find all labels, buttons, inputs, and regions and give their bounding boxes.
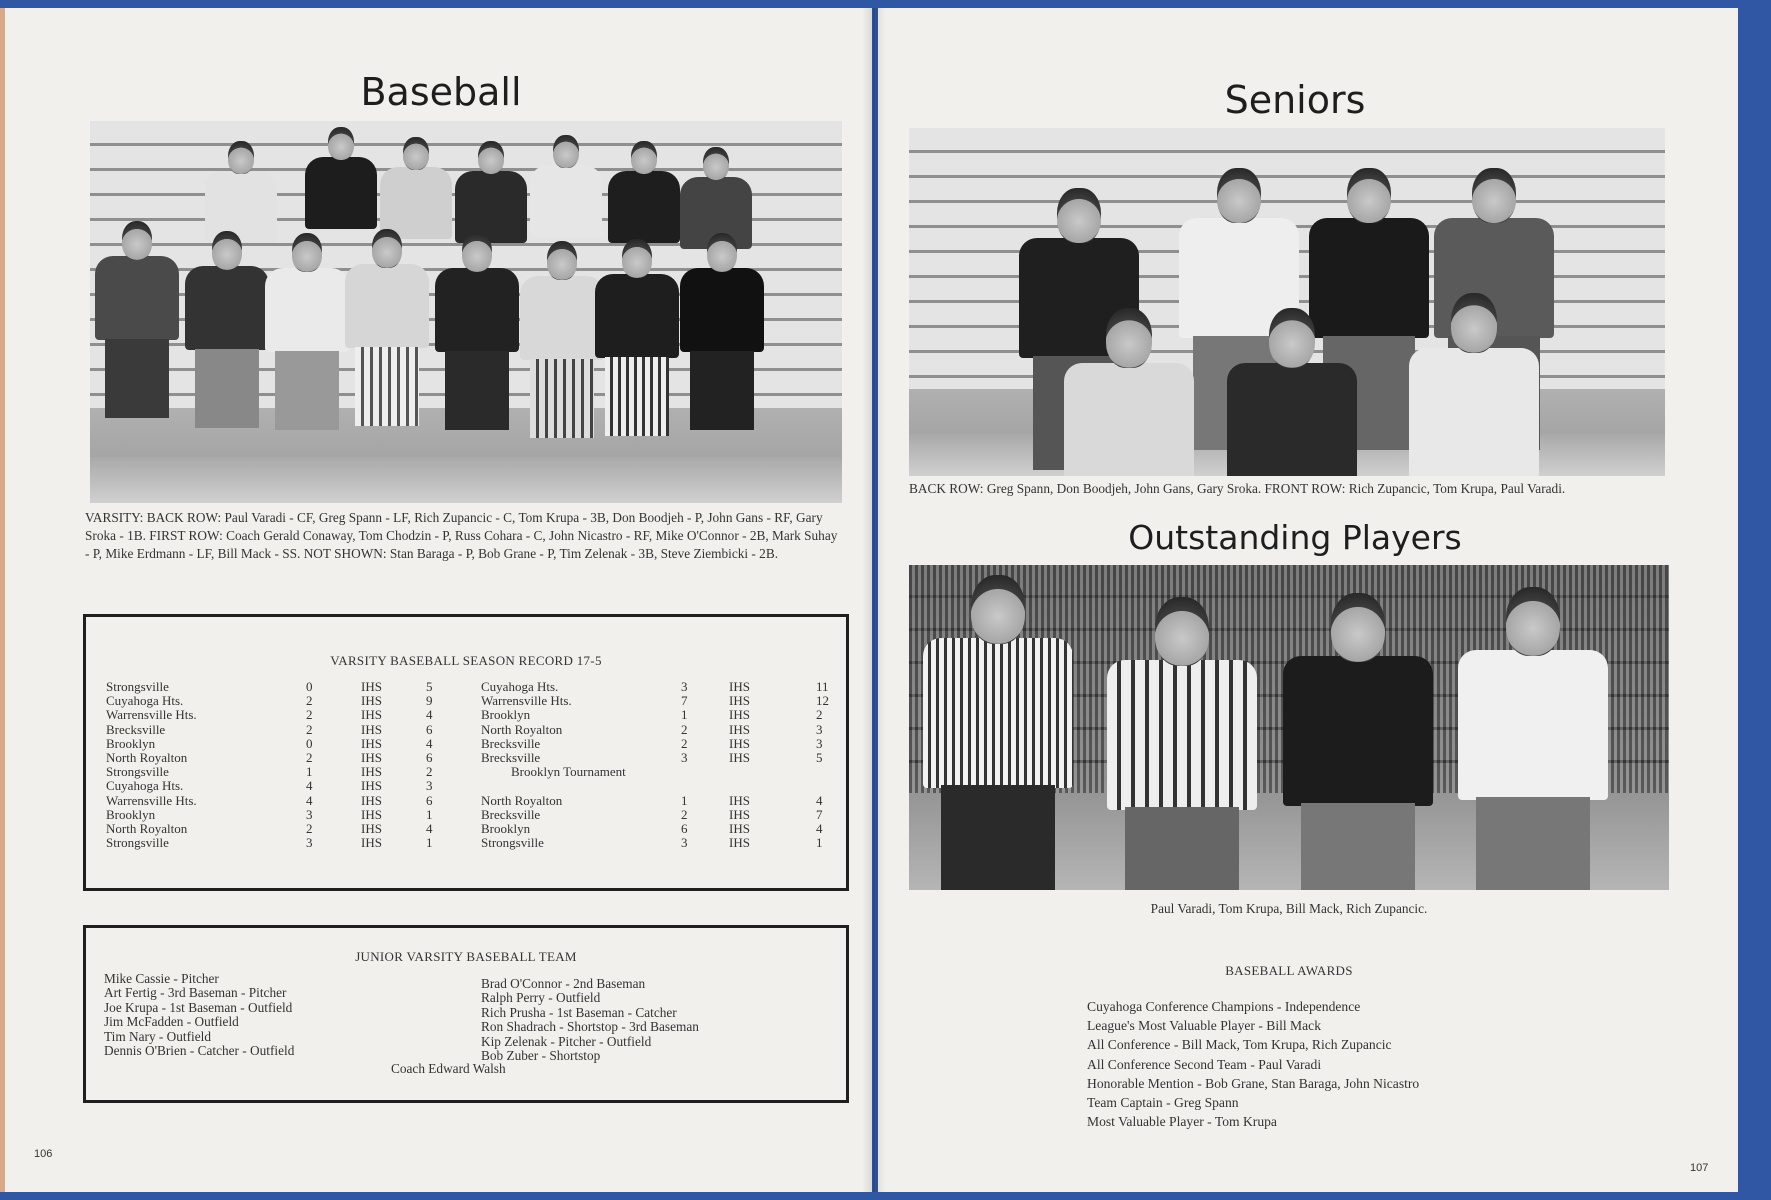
record-opp: 2 [681,735,688,751]
record-opponent: Strongsville [481,835,544,851]
record-opponent: Cuyahoga Hts. [106,693,184,709]
record-opponent: Brecksville [481,735,541,751]
record-team: IHS [729,820,750,836]
award-line: Cuyahoga Conference Champions - Independence [1087,999,1361,1014]
record-opp: 3 [306,806,313,822]
page-number-left: 106 [34,1148,53,1160]
record-opponent: North Royalton [481,721,563,737]
record-opp: 1 [681,707,688,723]
record-left-column [106,680,446,850]
record-opp: 7 [681,693,688,709]
seniors-caption: BACK ROW: Greg Spann, Don Boodjeh, John Gans, Gary Sroka. FRONT ROW: Rich Zupancic, Tom Krupa, Paul Varadi. [909,481,1566,496]
roster-line: Mike Cassie - Pitcher [104,971,219,986]
record-opp: 2 [306,693,313,709]
record-team: IHS [729,749,750,765]
record-team: IHS [361,764,382,780]
record-opponent: Brecksville [481,806,541,822]
roster-line: Jim McFadden - Outfield [104,1014,239,1030]
jv-team-box [83,925,849,1103]
record-ihs: 5 [816,749,823,765]
record-opponent: Brooklyn [106,806,156,822]
record-ihs: 1 [426,806,433,822]
record-opp: 2 [306,820,313,836]
record-opponent: Warrensville Hts. [106,707,197,723]
award-line: All Conference Second Team - Paul Varadi [1087,1056,1322,1072]
roster-line: Joe Krupa - 1st Baseman - Outfield [104,999,293,1015]
record-ihs: 6 [426,749,433,765]
record-opponent: North Royalton [106,749,188,765]
record-opp: 4 [306,792,313,808]
record-row [481,808,831,822]
roster-line: Bob Zuber - Shortstop [481,1048,601,1064]
record-row [106,737,446,751]
record-team: IHS [729,735,750,751]
page-number-right: 107 [1690,1162,1709,1174]
record-row [481,737,831,751]
record-opp: 2 [681,806,688,822]
record-team: IHS [361,792,382,808]
record-ihs: 7 [816,806,823,822]
record-row [481,794,831,808]
record-opponent: Brooklyn [481,707,531,723]
baseball-title: Baseball [360,70,522,114]
record-team: IHS [361,721,382,737]
record-ihs: 4 [426,707,433,723]
jv-coach: Coach Edward Walsh [391,1061,506,1076]
record-team: IHS [361,735,382,751]
record-row [481,723,831,737]
record-row [106,694,446,708]
record-opponent: Strongsville [106,764,169,780]
record-opponent: Strongsville [106,679,169,694]
seniors-title: Seniors [1224,78,1366,122]
record-team: IHS [361,820,382,836]
record-opponent: Brecksville [106,721,166,737]
roster-line: Rich Prusha - 1st Baseman - Catcher [481,1004,677,1020]
record-ihs: 3 [816,735,823,751]
record-team: IHS [361,778,382,794]
record-ihs: 3 [816,721,823,737]
outstanding-players-title: Outstanding Players [1128,518,1462,557]
record-row [106,836,446,850]
record-ihs: 9 [426,693,433,709]
record-opp: 6 [681,820,688,836]
tournament-label: Brooklyn Tournament [511,764,626,780]
record-opponent: Warrensville Hts. [106,792,197,808]
record-team: IHS [729,679,750,694]
record-row [481,822,831,836]
record-row [106,822,446,836]
record-opp: 3 [681,835,688,851]
left-page [0,8,872,1192]
record-opp: 4 [306,778,313,794]
record-ihs: 12 [816,693,829,709]
baseball-awards-title: BASEBALL AWARDS [1225,963,1353,978]
record-team: IHS [361,835,382,851]
baseball-awards-list [1087,997,1419,1131]
jv-roster-column-1 [104,972,294,1058]
record-row [106,680,446,694]
record-ihs: 3 [426,778,433,794]
record-opponent: North Royalton [106,820,188,836]
record-ihs: 5 [426,679,433,694]
varsity-caption: VARSITY: BACK ROW: Paul Varadi - CF, Greg Spann - LF, Rich Zupancic - C, Tom Krupa - 3B, Don Boodjeh - P, John Gans - RF, Gary Sroka - 1B. FIRST ROW: Coach Gerald Conaway, Tom Chodzin - P, Russ Cohara - C, John Nicastro - RF, Mike O'Connor - 2B, Mark Suhay - P, Mike Erdmann - LF, Bill Mack - SS. NOT SHOWN: Stan Baraga - P, Bob Grane - P, Tim Zelenak - 3B, Steve Ziembicki - 2B. [85,510,838,561]
record-opp: 0 [306,679,313,694]
jv-team-title: JUNIOR VARSITY BASEBALL TEAM [355,949,577,964]
award-line: League's Most Valuable Player - Bill Mack [1087,1018,1321,1034]
record-ihs: 2 [816,707,823,723]
record-team: IHS [361,707,382,723]
record-opp: 3 [681,749,688,765]
record-row [106,794,446,808]
record-opp: 1 [306,764,313,780]
roster-line: Tim Nary - Outfield [104,1028,211,1044]
record-ihs: 4 [426,820,433,836]
roster-line: Ralph Perry - Outfield [481,990,601,1006]
award-line: Team Captain - Greg Spann [1087,1095,1239,1111]
record-opponent: Brooklyn [106,735,156,751]
record-team: IHS [729,707,750,723]
record-opp: 0 [306,735,313,751]
jv-roster-column-2 [481,977,699,1063]
record-team: IHS [361,693,382,709]
outstanding-players-photo [909,565,1669,890]
record-ihs: 6 [426,721,433,737]
right-page [878,8,1738,1192]
record-ihs: 4 [816,820,823,836]
book-gutter [862,8,886,1192]
record-ihs: 4 [816,792,823,808]
roster-line: Ron Shadrach - Shortstop - 3rd Baseman [481,1019,699,1035]
record-opponent: Warrensville Hts. [481,693,572,709]
record-row [481,694,831,708]
record-ihs: 1 [816,835,823,851]
season-record-title: VARSITY BASEBALL SEASON RECORD 17-5 [330,653,602,668]
seniors-photo [909,128,1665,476]
record-ihs: 11 [816,679,829,694]
record-row [106,808,446,822]
record-opponent: Strongsville [106,835,169,851]
record-opponent: Cuyahoga Hts. [106,778,184,794]
record-row [106,779,446,793]
record-row [106,723,446,737]
outstanding-players-caption: Paul Varadi, Tom Krupa, Bill Mack, Rich Zupancic. [1150,901,1428,916]
record-row [106,751,446,765]
record-opponent: Cuyahoga Hts. [481,679,559,694]
record-row [106,708,446,722]
record-opp: 2 [306,707,313,723]
record-ihs: 4 [426,735,433,751]
record-row [106,765,446,779]
record-spacer [481,779,831,793]
roster-line: Kip Zelenak - Pitcher - Outfield [481,1033,652,1049]
season-record-box [83,614,849,891]
record-opponent: Brecksville [481,749,541,765]
record-row [481,708,831,722]
record-opp: 2 [306,721,313,737]
record-opp: 2 [306,749,313,765]
record-opponent: Brooklyn [481,820,531,836]
record-team: IHS [361,679,382,694]
record-row [481,751,831,765]
record-right-column [481,680,831,850]
roster-line: Art Fertig - 3rd Baseman - Pitcher [104,985,287,1001]
roster-line: Brad O'Connor - 2nd Baseman [481,976,646,991]
award-line: Honorable Mention - Bob Grane, Stan Baraga, John Nicastro [1087,1075,1420,1091]
record-team: IHS [361,806,382,822]
record-ihs: 1 [426,835,433,851]
record-opp: 3 [306,835,313,851]
record-ihs: 2 [426,764,433,780]
varsity-team-photo [90,121,842,503]
record-opp: 3 [681,679,688,694]
record-team: IHS [729,835,750,851]
record-opponent: North Royalton [481,792,563,808]
record-row [481,836,831,850]
record-opp: 2 [681,721,688,737]
record-team: IHS [729,792,750,808]
record-team: IHS [361,749,382,765]
award-line: All Conference - Bill Mack, Tom Krupa, Rich Zupancic [1087,1037,1392,1053]
roster-line: Dennis O'Brien - Catcher - Outfield [104,1043,295,1059]
record-team: IHS [729,693,750,709]
award-line: Most Valuable Player - Tom Krupa [1087,1114,1277,1130]
record-ihs: 6 [426,792,433,808]
record-row [481,680,831,694]
record-team: IHS [729,721,750,737]
record-team: IHS [729,806,750,822]
record-opp: 1 [681,792,688,808]
